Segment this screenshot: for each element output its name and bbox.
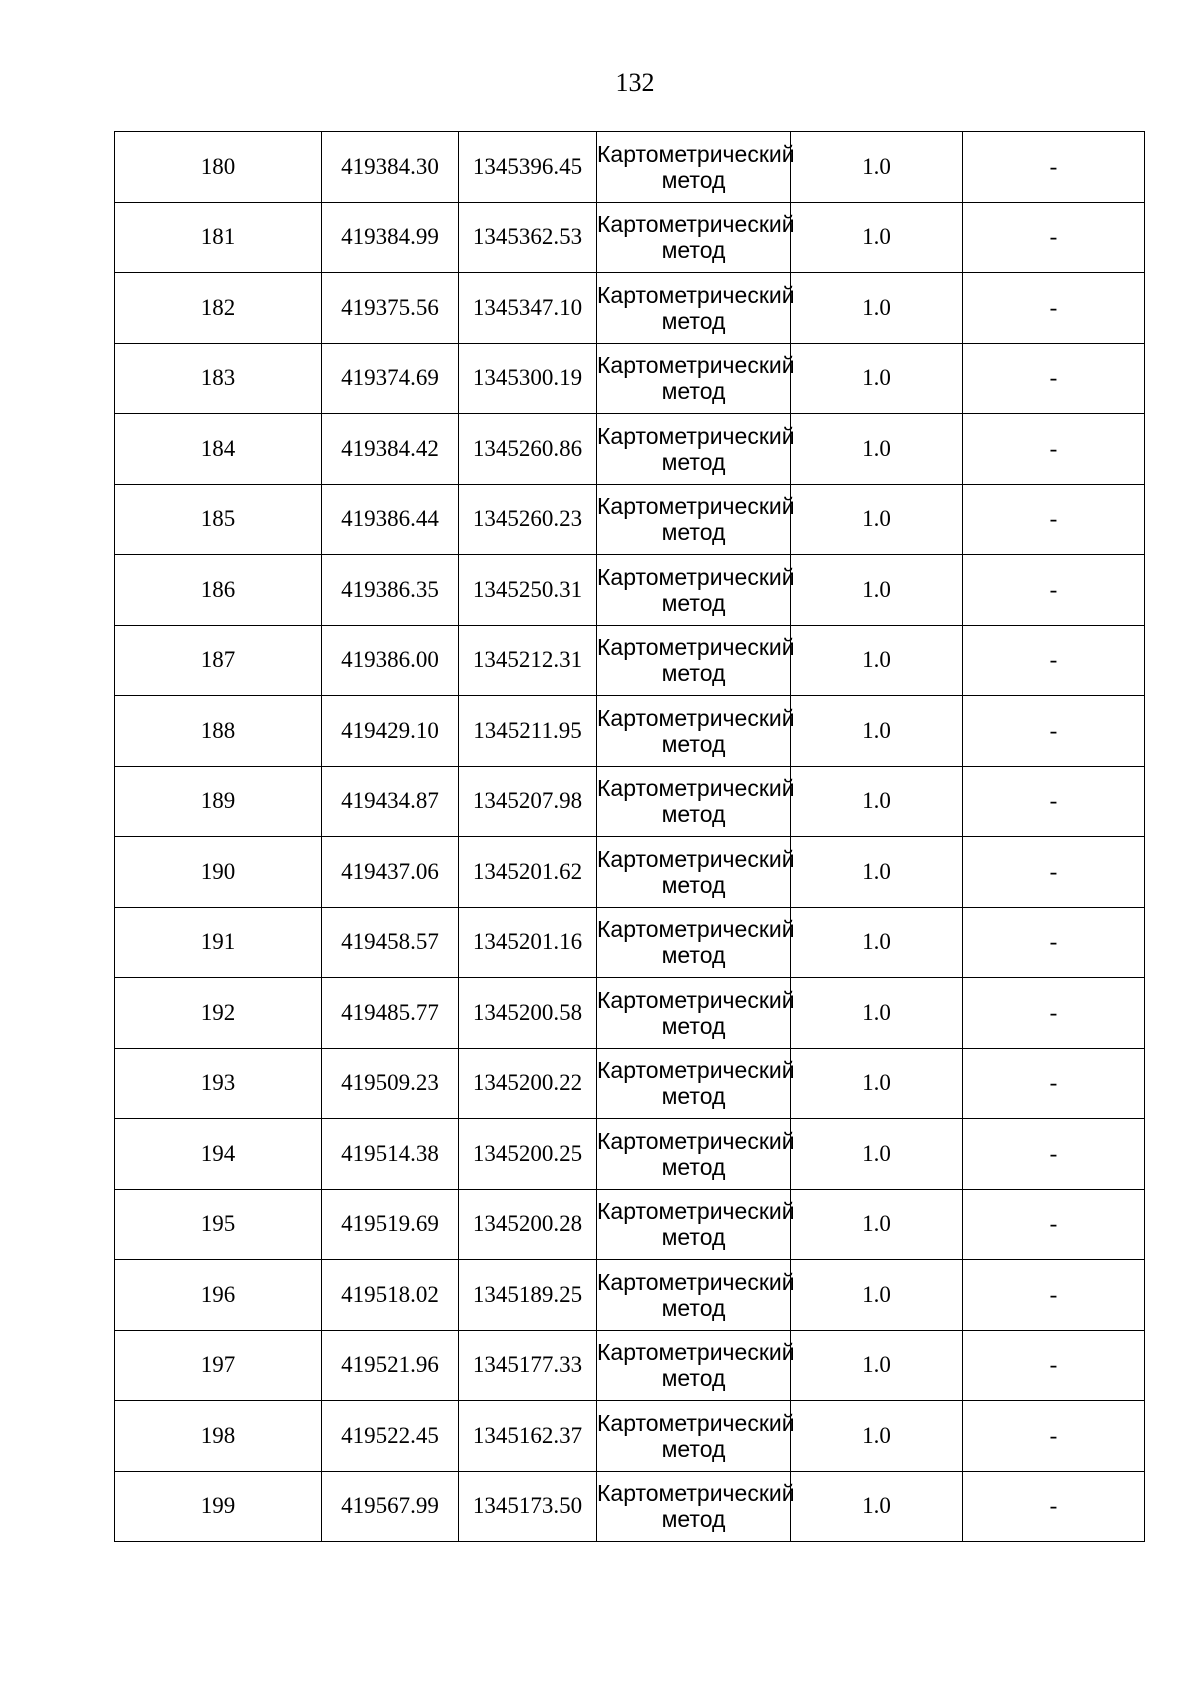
point-number-cell: 184 [115,414,322,485]
method-line-2: метод [661,1012,726,1039]
accuracy-cell: 1.0 [791,343,963,414]
method-cell [597,414,795,485]
method-line-1: Картометрический [597,845,795,872]
method-cell [597,1401,795,1472]
y-coordinate-cell: 1345200.58 [459,978,597,1049]
x-coordinate-cell: 419519.69 [322,1189,459,1260]
note-cell: - [963,978,1145,1049]
method-line-2: метод [661,1435,726,1462]
note-cell: - [963,273,1145,344]
note-cell: - [963,1330,1145,1401]
point-number-cell: 196 [115,1260,322,1331]
accuracy-cell: 1.0 [791,625,963,696]
x-coordinate-cell: 419521.96 [322,1330,459,1401]
note-cell: - [963,1119,1145,1190]
y-coordinate-cell: 1345200.22 [459,1048,597,1119]
table-row [115,1401,1145,1472]
table-row [115,555,1145,626]
method-line-2: метод [661,660,726,687]
method-cell [597,696,795,767]
coordinates-table [114,131,1145,1542]
y-coordinate-cell: 1345347.10 [459,273,597,344]
method-cell [597,484,795,555]
note-cell: - [963,1401,1145,1472]
method-line-2: метод [661,589,726,616]
table-row [115,1048,1145,1119]
y-coordinate-cell: 1345177.33 [459,1330,597,1401]
table-row [115,696,1145,767]
method-line-1: Картометрический [597,634,795,661]
method-line-1: Картометрический [597,916,795,943]
method-line-2: метод [661,166,726,193]
x-coordinate-cell: 419567.99 [322,1471,459,1542]
method-cell [597,766,795,837]
point-number-cell: 190 [115,837,322,908]
method-cell [597,1330,795,1401]
x-coordinate-cell: 419518.02 [322,1260,459,1331]
y-coordinate-cell: 1345260.23 [459,484,597,555]
method-line-1: Картометрический [597,140,795,167]
y-coordinate-cell: 1345207.98 [459,766,597,837]
point-number-cell: 185 [115,484,322,555]
method-line-1: Картометрический [597,493,795,520]
method-line-1: Картометрический [597,281,795,308]
x-coordinate-cell: 419386.44 [322,484,459,555]
accuracy-cell: 1.0 [791,273,963,344]
table-row [115,1189,1145,1260]
accuracy-cell: 1.0 [791,555,963,626]
x-coordinate-cell: 419485.77 [322,978,459,1049]
method-cell [597,1048,795,1119]
y-coordinate-cell: 1345362.53 [459,202,597,273]
method-line-2: метод [661,1083,726,1110]
y-coordinate-cell: 1345173.50 [459,1471,597,1542]
point-number-cell: 186 [115,555,322,626]
x-coordinate-cell: 419386.00 [322,625,459,696]
method-line-1: Картометрический [597,422,795,449]
method-line-1: Картометрический [597,704,795,731]
method-line-2: метод [661,801,726,828]
accuracy-cell: 1.0 [791,907,963,978]
x-coordinate-cell: 419509.23 [322,1048,459,1119]
x-coordinate-cell: 419434.87 [322,766,459,837]
method-line-1: Картометрический [597,986,795,1013]
method-cell [597,273,795,344]
accuracy-cell: 1.0 [791,202,963,273]
x-coordinate-cell: 419375.56 [322,273,459,344]
table-row [115,625,1145,696]
point-number-cell: 199 [115,1471,322,1542]
method-line-2: метод [661,1153,726,1180]
method-cell [597,132,795,203]
coordinates-table-body [115,132,1145,1542]
method-line-1: Картометрический [597,1198,795,1225]
x-coordinate-cell: 419514.38 [322,1119,459,1190]
method-line-1: Картометрический [597,775,795,802]
note-cell: - [963,837,1145,908]
y-coordinate-cell: 1345260.86 [459,414,597,485]
method-cell [597,343,795,414]
accuracy-cell: 1.0 [791,837,963,908]
method-line-1: Картометрический [597,1057,795,1084]
y-coordinate-cell: 1345212.31 [459,625,597,696]
table-row [115,1260,1145,1331]
y-coordinate-cell: 1345250.31 [459,555,597,626]
point-number-cell: 194 [115,1119,322,1190]
accuracy-cell: 1.0 [791,1260,963,1331]
x-coordinate-cell: 419384.30 [322,132,459,203]
method-line-2: метод [661,519,726,546]
method-cell [597,1119,795,1190]
method-line-1: Картометрический [597,1409,795,1436]
note-cell: - [963,484,1145,555]
note-cell: - [963,1471,1145,1542]
note-cell: - [963,907,1145,978]
accuracy-cell: 1.0 [791,978,963,1049]
accuracy-cell: 1.0 [791,414,963,485]
note-cell: - [963,132,1145,203]
accuracy-cell: 1.0 [791,766,963,837]
y-coordinate-cell: 1345200.25 [459,1119,597,1190]
method-line-2: метод [661,1294,726,1321]
point-number-cell: 188 [115,696,322,767]
method-line-2: метод [661,1365,726,1392]
method-line-1: Картометрический [597,211,795,238]
method-line-2: метод [661,871,726,898]
note-cell: - [963,1048,1145,1119]
accuracy-cell: 1.0 [791,132,963,203]
method-cell [597,202,795,273]
note-cell: - [963,696,1145,767]
point-number-cell: 182 [115,273,322,344]
method-line-1: Картометрический [597,1268,795,1295]
accuracy-cell: 1.0 [791,1401,963,1472]
y-coordinate-cell: 1345162.37 [459,1401,597,1472]
y-coordinate-cell: 1345189.25 [459,1260,597,1331]
accuracy-cell: 1.0 [791,1471,963,1542]
y-coordinate-cell: 1345201.16 [459,907,597,978]
table-row [115,1471,1145,1542]
x-coordinate-cell: 419437.06 [322,837,459,908]
point-number-cell: 198 [115,1401,322,1472]
note-cell: - [963,202,1145,273]
accuracy-cell: 1.0 [791,1048,963,1119]
y-coordinate-cell: 1345211.95 [459,696,597,767]
note-cell: - [963,625,1145,696]
method-line-2: метод [661,307,726,334]
x-coordinate-cell: 419429.10 [322,696,459,767]
point-number-cell: 183 [115,343,322,414]
method-cell [597,907,795,978]
note-cell: - [963,343,1145,414]
accuracy-cell: 1.0 [791,1189,963,1260]
point-number-cell: 191 [115,907,322,978]
method-cell [597,837,795,908]
x-coordinate-cell: 419384.42 [322,414,459,485]
method-cell [597,1260,795,1331]
accuracy-cell: 1.0 [791,1330,963,1401]
note-cell: - [963,766,1145,837]
method-cell [597,625,795,696]
method-cell [597,1471,795,1542]
table-row [115,978,1145,1049]
method-cell [597,555,795,626]
method-line-1: Картометрический [597,352,795,379]
accuracy-cell: 1.0 [791,1119,963,1190]
accuracy-cell: 1.0 [791,696,963,767]
point-number-cell: 180 [115,132,322,203]
note-cell: - [963,1260,1145,1331]
table-row [115,907,1145,978]
table-row [115,1119,1145,1190]
table-row [115,484,1145,555]
y-coordinate-cell: 1345300.19 [459,343,597,414]
method-line-1: Картометрический [597,1127,795,1154]
table-row [115,132,1145,203]
table-row [115,766,1145,837]
method-line-1: Картометрический [597,1480,795,1507]
point-number-cell: 193 [115,1048,322,1119]
x-coordinate-cell: 419458.57 [322,907,459,978]
method-line-2: метод [661,942,726,969]
y-coordinate-cell: 1345201.62 [459,837,597,908]
method-cell [597,1189,795,1260]
table-row [115,273,1145,344]
x-coordinate-cell: 419386.35 [322,555,459,626]
page-number: 132 [615,68,655,97]
note-cell: - [963,414,1145,485]
method-line-2: метод [661,448,726,475]
x-coordinate-cell: 419522.45 [322,1401,459,1472]
method-line-2: метод [661,237,726,264]
method-line-2: метод [661,1506,726,1533]
y-coordinate-cell: 1345200.28 [459,1189,597,1260]
method-cell [597,978,795,1049]
point-number-cell: 189 [115,766,322,837]
table-row [115,202,1145,273]
point-number-cell: 181 [115,202,322,273]
x-coordinate-cell: 419384.99 [322,202,459,273]
point-number-cell: 192 [115,978,322,1049]
point-number-cell: 195 [115,1189,322,1260]
accuracy-cell: 1.0 [791,484,963,555]
method-line-2: метод [661,378,726,405]
point-number-cell: 187 [115,625,322,696]
table-row [115,837,1145,908]
table-row [115,1330,1145,1401]
point-number-cell: 197 [115,1330,322,1401]
method-line-2: метод [661,730,726,757]
note-cell: - [963,555,1145,626]
y-coordinate-cell: 1345396.45 [459,132,597,203]
method-line-1: Картометрический [597,563,795,590]
method-line-1: Картометрический [597,1339,795,1366]
table-row [115,343,1145,414]
method-line-2: метод [661,1224,726,1251]
note-cell: - [963,1189,1145,1260]
table-row [115,414,1145,485]
x-coordinate-cell: 419374.69 [322,343,459,414]
